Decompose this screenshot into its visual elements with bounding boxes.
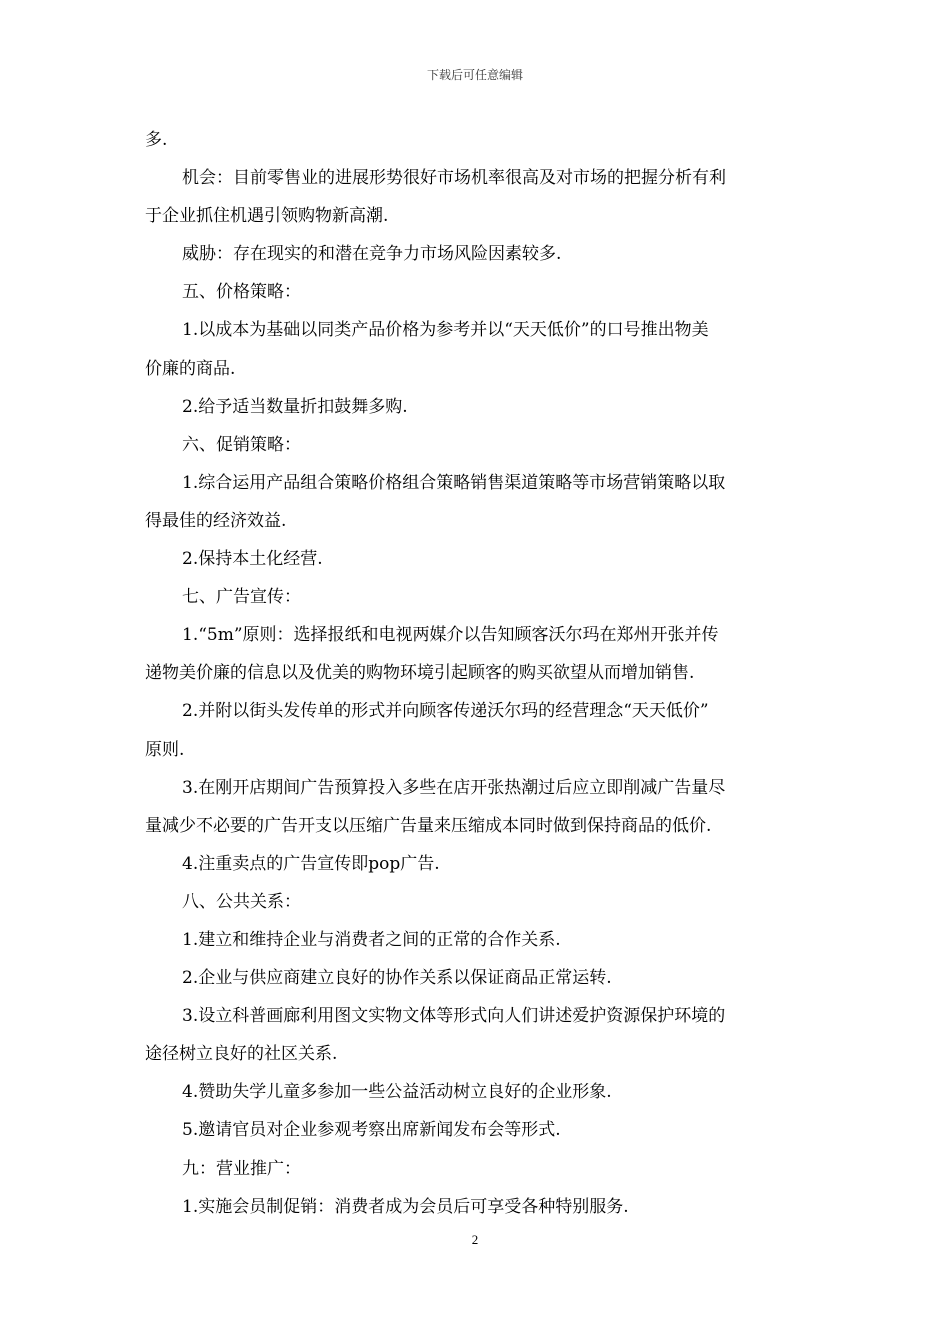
section-heading: 五、价格策略： xyxy=(182,282,301,303)
paragraph-line: 途径树立良好的社区关系. xyxy=(145,1044,338,1065)
paragraph-line: 2.企业与供应商建立良好的协作关系以保证商品正常运转. xyxy=(182,968,612,989)
paragraph-line: 机会：目前零售业的进展形势很好市场机率很高及对市场的把握分析有利 xyxy=(182,168,726,189)
paragraph-line: 递物美价廉的信息以及优美的购物环境引起顾客的购买欲望从而增加销售. xyxy=(145,663,695,684)
paragraph-line: 5.邀请官员对企业参观考察出席新闻发布会等形式. xyxy=(182,1120,561,1141)
section-heading: 八、公共关系： xyxy=(182,891,301,912)
page-header: 下载后可任意编辑 xyxy=(426,68,523,82)
paragraph-line: 3.设立科普画廊利用图文实物文体等形式向人们讲述爱护资源保护环境的 xyxy=(182,1006,726,1027)
paragraph-line: 得最佳的经济效益. xyxy=(145,510,287,531)
section-heading: 六、促销策略： xyxy=(182,434,301,455)
document-body xyxy=(145,121,811,1226)
paragraph-line: 1.“5m”原则：选择报纸和电视两媒介以告知顾客沃尔玛在郑州开张并传 xyxy=(182,625,719,646)
section-heading: 九：营业推广： xyxy=(182,1158,301,1179)
paragraph-line: 1.实施会员制促销：消费者成为会员后可享受各种特别服务. xyxy=(182,1196,629,1217)
paragraph-line: 1.综合运用产品组合策略价格组合策略销售渠道策略等市场营销策略以取 xyxy=(182,472,726,493)
paragraph-line: 4.赞助失学儿童多参加一些公益活动树立良好的企业形象. xyxy=(182,1082,612,1103)
paragraph-line: 1.以成本为基础以同类产品价格为参考并以“天天低价”的口号推出物美 xyxy=(182,320,709,341)
paragraph-line: 原则. xyxy=(145,739,185,760)
paragraph-line: 1.建立和维持企业与消费者之间的正常的合作关系. xyxy=(182,929,561,950)
paragraph-line: 2.并附以街头发传单的形式并向顾客传递沃尔玛的经营理念“天天低价” xyxy=(182,701,709,722)
paragraph-line: 2.保持本土化经营. xyxy=(182,549,323,570)
paragraph-line: 多. xyxy=(145,130,168,150)
page-number: 2 xyxy=(471,1232,479,1247)
paragraph-line: 2.给予适当数量折扣鼓舞多购. xyxy=(182,396,408,417)
section-heading: 七、广告宣传： xyxy=(182,587,301,608)
paragraph-line: 3.在刚开店期间广告预算投入多些在店开张热潮过后应立即削减广告量尽 xyxy=(182,777,726,798)
paragraph-line: 威胁：存在现实的和潜在竞争力市场风险因素较多. xyxy=(182,244,562,265)
paragraph-line: 量减少不必要的广告开支以压缩广告量来压缩成本同时做到保持商品的低价. xyxy=(145,815,712,836)
paragraph-line: 价廉的商品. xyxy=(145,358,236,379)
paragraph-line: 于企业抓住机遇引领购物新高潮. xyxy=(145,206,389,227)
paragraph-line: 4.注重卖点的广告宣传即pop广告. xyxy=(182,853,440,874)
